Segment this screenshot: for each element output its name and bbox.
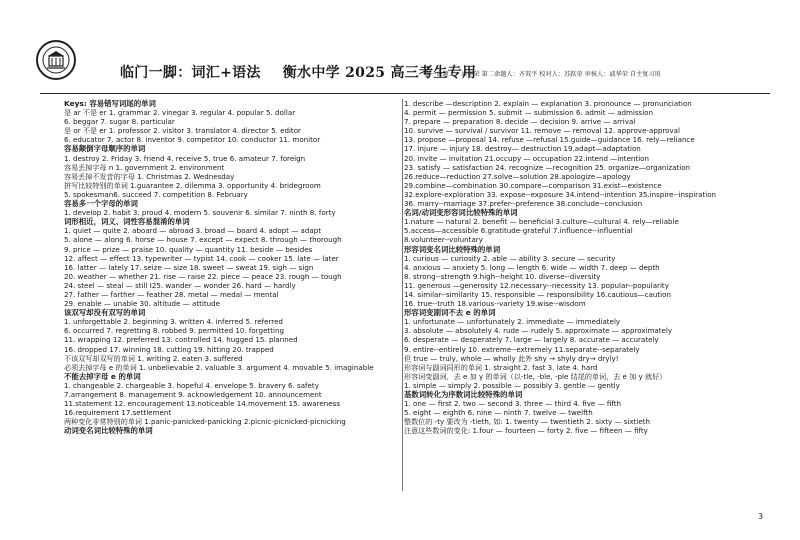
left-line: 1. unforgettable 2. beginning 3. written 4. inferred 5. referred — [64, 317, 283, 327]
right-line: 29.combine—combination 30.compare—comparison 31.exist—existence — [404, 180, 662, 190]
right-line: 26.reduce—reduction 27.solve—solution 28.apologize—apology — [404, 171, 631, 181]
page-number: 3 — [758, 512, 764, 521]
right-line: 36. marry--marriage 37.prefer--preference 38.conclude--conclusion — [404, 199, 643, 209]
left-line: 1. changeable 2. chargeable 3. hopeful 4. envelope 5. bravery 6. safety — [64, 380, 319, 390]
right-line: 1. simple — simply 2. possible — possibly 3. gentle — gently — [404, 380, 620, 390]
left-line: 1. destroy 2. Friday 3. friend 4. receive 5. true 6. amateur 7. foreign — [64, 153, 306, 163]
left-line: 1. quiet — quite 2. aboard — abroad 3. broad — board 4. adopt — adapt — [64, 226, 322, 236]
right-heading: 形容词变副词不去 e 的单词 — [404, 308, 496, 318]
right-line: 形容词变副词，去 e 加 y 的单词（以-tle, -ble, -ple 结尾的单词，去 e 加 y 就好） — [404, 371, 667, 381]
right-line: 1.nature — natural 2. benefit — beneficial 3.culture—cultural 4. rely—reliable — [404, 217, 679, 227]
left-line: 16. latter — lately 17. seize — size 18. sweet — sweat 19. sigh — sign — [64, 262, 314, 272]
left-line: 必须去掉字母 e 的单词 1. unbelievable 2. valuable 3. argument 4. movable 5. imaginable — [64, 362, 374, 372]
page-title — [120, 62, 476, 82]
right-line: 6. desperate — desperately 7. large — largely 8. accurate — accurately — [404, 335, 659, 345]
left-line: 不该双写却双写的单词 1. writing 2. eaten 3. suffered — [64, 353, 243, 363]
right-line: 8.volunteer--voluntary — [404, 235, 483, 245]
left-line: 11. wrapping 12. preferred 13. controlled 14. hugged 15. planned — [64, 335, 298, 345]
left-column — [64, 99, 402, 435]
right-line: 16. true--truth 18.various--variety 19.wise--wisdom — [404, 299, 586, 309]
right-line: 但 true — truly, whole — wholly 此外 shy → shyly dry→ dryly! — [404, 353, 619, 363]
right-heading: 名词/动词变形容词比较特殊的单词 — [404, 208, 518, 218]
left-line: 是 ar 不是 er 1. grammar 2. vinegar 3. regular 4. popular 5. dollar — [64, 108, 296, 118]
right-line: 形容词与副词同形的单词 1. straight 2. fast 3. late 4. hard — [404, 362, 598, 372]
right-line: 13. propose —proposal 14. refuse —refusal 15.guide—guidance 16. rely—reliance — [404, 135, 695, 145]
left-line: 11.statement 12. encouragement 13.noticeable 14.movement 15. awareness — [64, 399, 341, 409]
right-heading: 形容词变名词比较特殊的单词 — [404, 244, 501, 254]
left-line: 29. enable — unable 30. altitude — attitude — [64, 299, 220, 309]
right-line: 11. generous —generosity 12.necessary--necessity 13. popular--popularity — [404, 280, 669, 290]
left-line: 5. alone — along 6. horse — house 7. except — expect 8. through — thorough — [64, 235, 342, 245]
left-line: 12. affect — effect 13. typewriter — typist 14. cook — cooker 15. late — later — [64, 253, 339, 263]
right-line: 4. permit — permission 5. submit — submission 6. admit — admission — [404, 108, 654, 118]
left-line: 6. beggar 7. sugar 8. particular — [64, 117, 175, 127]
left-line: 16.requirement 17.settlement — [64, 408, 172, 418]
title-main: 临门一脚：词汇+语法 — [120, 65, 261, 81]
left-line: 16. dropped 17. winning 18. cutting 19. hitting 20. trapped — [64, 344, 274, 354]
header-rule — [40, 93, 770, 94]
school-logo — [36, 40, 76, 80]
left-line: 20. weather — whether 21. rise — raise 22. piece — peace 23. rough — tough — [64, 271, 342, 281]
right-column — [404, 99, 760, 435]
right-line: 7. prepare — preparation 8. decide — decision 9. arrive — arrival — [404, 117, 636, 127]
left-line: 24. steel — steal — still I25. wander — wonder 26. hard — hardly — [64, 280, 296, 290]
right-line: 3. absolute — absolutely 4. rude — rudely 5. approximate — approximately — [404, 326, 673, 336]
column-divider — [402, 99, 403, 491]
left-heading: 该双写却没有双写的单词 — [64, 308, 146, 318]
left-line: 7.arrangement 8. management 9. acknowledgement 10. announcement — [64, 390, 322, 399]
right-line: 1. curious — curiosity 2. able — ability 3. secure — security — [404, 253, 616, 263]
left-heading: 容易多一个字母的单词 — [64, 199, 138, 209]
left-heading: 不能去掉字母 e 的单词 — [64, 371, 141, 381]
right-line: 10. survive — survival / survivor 11. remove — removal 12. approve-approval — [404, 126, 680, 136]
page-header — [0, 0, 800, 98]
right-line: 1. one — first 2. two — second 3. three — third 4. five — fifth — [404, 399, 622, 409]
right-line: 整数位的 -ty 要改为 -tieth, 如: 1. twenty — twentieth 2. sixty — sixtieth — [404, 417, 651, 427]
left-line: 6. occurred 7. regretting 8. robbed 9. permitted 10. forgetting — [64, 326, 284, 336]
left-line: 9. price — prize — praise 10. quality — quantity 11. beside — besides — [64, 244, 313, 254]
right-line: 4. anxious — anxiety 5. long — length 6. wide — width 7. deep — depth — [404, 262, 660, 272]
left-line: 是 or 不是 er 1. professor 2. visitor 3. translator 4. director 5. editor — [64, 126, 301, 136]
right-line: 17. injure — injury 18. destroy— destruction 19.adapt—adaptation — [404, 144, 641, 154]
title-school: 衡水中学 2025 高三考生专用 — [282, 65, 477, 81]
right-line: 注意这些数词的变化: 1.four — fourteen — forty 2. five — fifteen — fifty — [404, 426, 648, 436]
left-line: 5. spokesman6. succeed 7. competition 8. February — [64, 189, 248, 199]
right-line: 5.access—accessible 6.gratitude-grateful 7.influence--influential — [404, 226, 633, 236]
left-line: 容易丢掉字母 n 1. government 2. environment — [64, 162, 225, 172]
left-heading: 动词变名词比较特殊的单词 — [64, 426, 153, 436]
right-line: 1. describe —description 2. explain — explanation 3. pronounce — pronunciation — [404, 99, 692, 108]
right-line: 20. invite — invitation 21.occupy — occupation 22.intend —intention — [404, 153, 650, 163]
school-emblem-icon — [40, 44, 72, 76]
right-line: 14. similar--similarity 15. responsible — responsibility 16.cautious—caution — [404, 289, 671, 299]
left-line: 两种变化非常特别的单词 1.panic-panicked-panicking 2.picnic-picnicked-picnicking — [64, 417, 346, 427]
left-heading: Keys: 容易错写词尾的单词 — [64, 99, 156, 108]
left-line: 1. develop 2. habit 3. proud 4. modern 5. souvenir 6. similar 7. ninth 8. forty — [64, 208, 336, 218]
right-line: 1. unfortunate — unfortunately 2. immediate — immediately — [404, 317, 621, 327]
left-line: 容易丢掉不发音的字母 1. Christmas 2. Wednesday — [64, 171, 235, 181]
right-line: 23. satisfy — satisfaction 24. recognize —recognition 25. organize—organization — [404, 162, 691, 172]
left-heading: 容易颠倒字母顺序的单词 — [64, 144, 146, 154]
left-line: 27. father — farther — feather 28. metal — medal — mental — [64, 289, 279, 299]
right-line: 8. strong--strength 9.high--height 10. diverse--diversity — [404, 271, 601, 281]
left-line: 6. educator 7. actor 8. inventor 9. competitor 10. conductor 11. monitor — [64, 135, 321, 145]
left-line: 拼写比较特别的单词 1.guarantee 2. dilemma 3. opportunity 4. bridegroom — [64, 180, 321, 190]
left-heading: 词形相近，词义、词性容易混淆的单词 — [64, 217, 190, 227]
right-line: 32.explore-exploration 33. expose--exposure 34.intend--intention 35.inspire--inspiration — [404, 189, 717, 199]
right-heading: 基数词转化为序数词比较特殊的单词 — [404, 390, 523, 399]
right-line: 9. entire--entirely 10. extreme--extremely 11.separate--separately — [404, 344, 640, 354]
right-line: 5. eight — eighth 6. nine — ninth 7. twelve — twelfth — [404, 408, 593, 418]
credits-line: 第一命题人：戚华荣 第二命题人：齐双平 校对人：苏跃荣 审核人：戚华荣 自主复习用 — [424, 71, 661, 78]
